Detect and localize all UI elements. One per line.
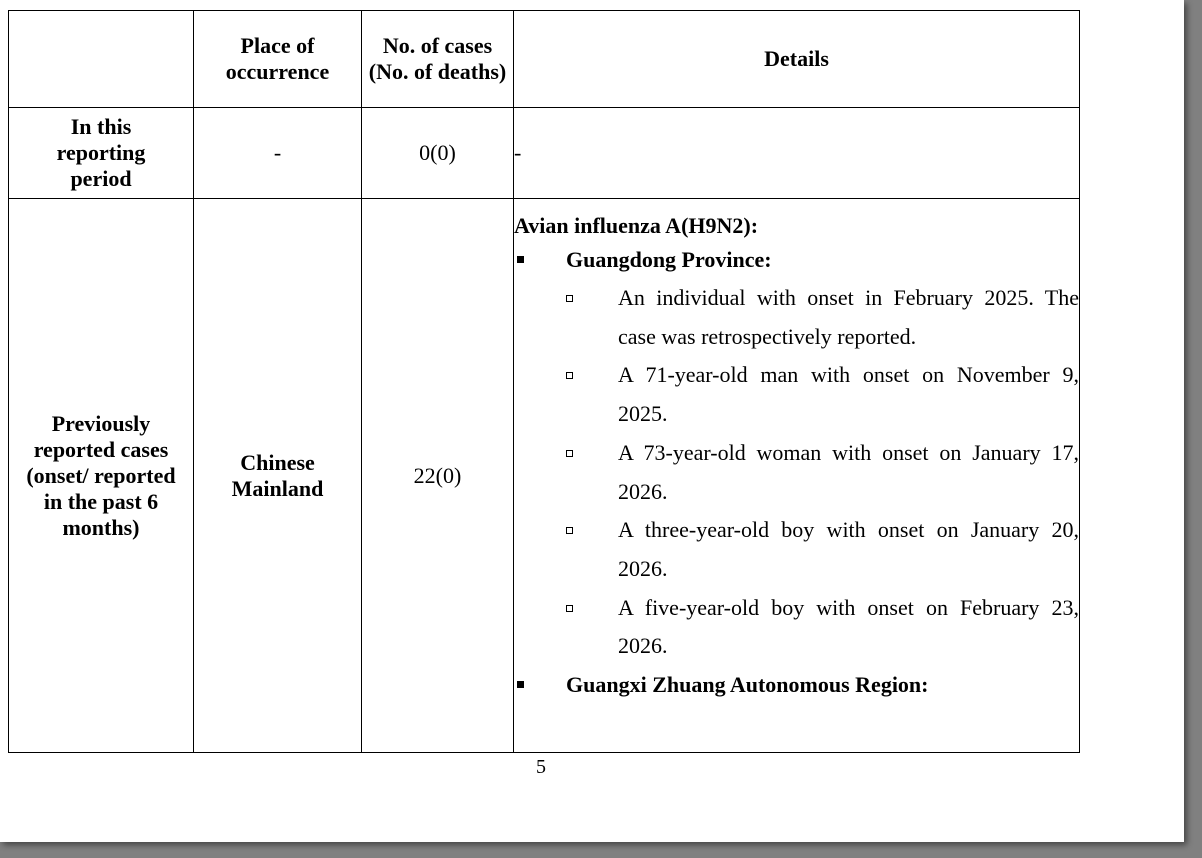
list-item xyxy=(566,434,1079,511)
hollow-square-bullet-icon xyxy=(566,605,573,612)
details-cell xyxy=(514,199,1080,753)
case-report-table xyxy=(8,10,1080,753)
header-details: Details xyxy=(514,11,1080,108)
hollow-square-bullet-icon xyxy=(566,450,573,457)
province-name: Guangdong Province: xyxy=(566,247,772,272)
province-item xyxy=(514,666,1079,704)
header-cases: No. of cases (No. of deaths) xyxy=(362,11,514,108)
province-list xyxy=(514,241,1079,704)
case-text: An individual with onset in February 2025. The case was retrospectively reported. xyxy=(618,285,1079,349)
case-text: A 73-year-old woman with onset on January 17, 2026. xyxy=(618,439,1079,504)
hollow-square-bullet-icon xyxy=(566,527,573,534)
cases-cell: 0(0) xyxy=(362,108,514,199)
filled-square-bullet-icon xyxy=(517,256,524,263)
list-item xyxy=(566,279,1079,356)
province-item xyxy=(514,241,1079,666)
filled-square-bullet-icon xyxy=(517,681,524,688)
row-label: In this reporting period xyxy=(9,108,194,199)
case-list xyxy=(566,279,1079,666)
page-number: 5 xyxy=(536,756,546,778)
list-item xyxy=(566,589,1079,666)
header-place: Place of occurrence xyxy=(194,11,362,108)
details-cell xyxy=(514,108,1080,199)
table-header-row xyxy=(9,11,1080,108)
cases-cell: 22(0) xyxy=(362,199,514,753)
case-text: A five-year-old boy with onset on February 23, 2026. xyxy=(618,594,1079,659)
header-blank xyxy=(9,11,194,108)
place-cell: Chinese Mainland xyxy=(194,199,362,753)
list-item xyxy=(566,356,1079,433)
list-item xyxy=(566,511,1079,588)
hollow-square-bullet-icon xyxy=(566,295,573,302)
province-name: Guangxi Zhuang Autonomous Region: xyxy=(566,672,929,698)
place-cell: - xyxy=(194,108,362,199)
case-text: A three-year-old boy with onset on January 20, 2026. xyxy=(618,517,1079,581)
case-text: A 71-year-old man with onset on November 9, 2025. xyxy=(618,362,1079,427)
row-label: Previously reported cases (onset/ reported in the past 6 months) xyxy=(9,199,194,753)
details-text: - xyxy=(514,140,522,165)
disease-heading: Avian influenza A(H9N2): xyxy=(514,213,759,238)
table-row-previous-cases xyxy=(9,199,1080,753)
table-row-current-period xyxy=(9,108,1080,199)
hollow-square-bullet-icon xyxy=(566,372,573,379)
